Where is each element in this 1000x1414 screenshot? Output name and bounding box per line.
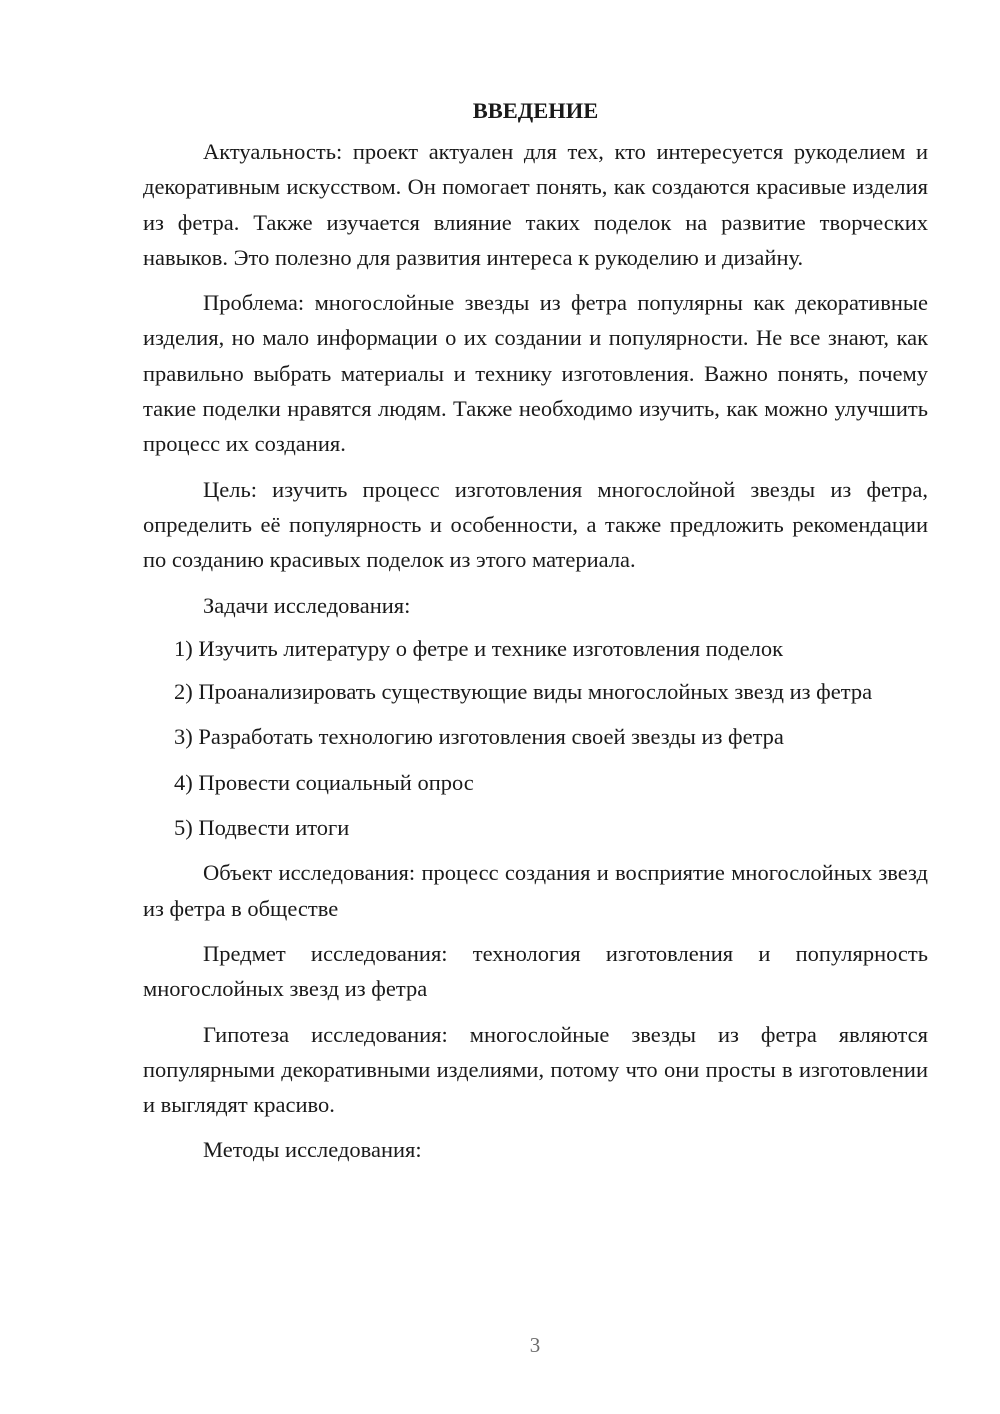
page-number: 3: [529, 1333, 541, 1357]
task-item-5: 5) Подвести итоги: [174, 815, 350, 841]
task-item-1: 1) Изучить литературу о фетре и технике изготовления поделок: [174, 635, 784, 661]
paragraph-tasks-intro: Задачи исследования:: [203, 592, 411, 618]
paragraph-goal: Цель: изучить процесс изготовления многослойной звезды из фетра, определить её популярность и особенности, а также предложить рекомендации по созданию красивых поделок из этого материала.: [143, 476, 928, 573]
paragraph-methods: Методы исследования:: [203, 1137, 422, 1163]
page-content: [143, 93, 928, 1168]
task-item-4: 4) Провести социальный опрос: [174, 769, 474, 795]
paragraph-problem: Проблема: многослойные звезды из фетра популярны как декоративные изделия, но мало информации о их создании и популярности. Не все знают, как правильно выбрать материалы и технику изготовления. Важно понять, почему такие поделки нравятся людям. Также необходимо изучить, как можно улучшить процесс их создания.: [143, 290, 928, 457]
paragraph-relevance: Актуальность: проект актуален для тех, кто интересуется рукоделием и декоративным искусством. Он помогает понять, как создаются красивые изделия из фетра. Также изучается влияние таких поделок на развитие творческих навыков. Это полезно для развития интереса к рукоделию и дизайну.: [143, 139, 928, 270]
section-heading: ВВЕДЕНИЕ: [472, 98, 599, 123]
task-item-3: 3) Разработать технологию изготовления своей звезды из фетра: [174, 724, 784, 750]
task-item-2: 2) Проанализировать существующие виды многослойных звезд из фетра: [174, 679, 873, 705]
paragraph-object: Объект исследования: процесс создания и восприятие многослойных звезд из фетра в обществе: [143, 860, 928, 921]
paragraph-hypothesis: Гипотеза исследования: многослойные звезды из фетра являются популярными декоративными изделиями, потому что они просты в изготовлении и выглядят красиво.: [143, 1021, 928, 1118]
paragraph-subject: Предмет исследования: технология изготовления и популярность многослойных звезд из фетра: [143, 940, 928, 1002]
